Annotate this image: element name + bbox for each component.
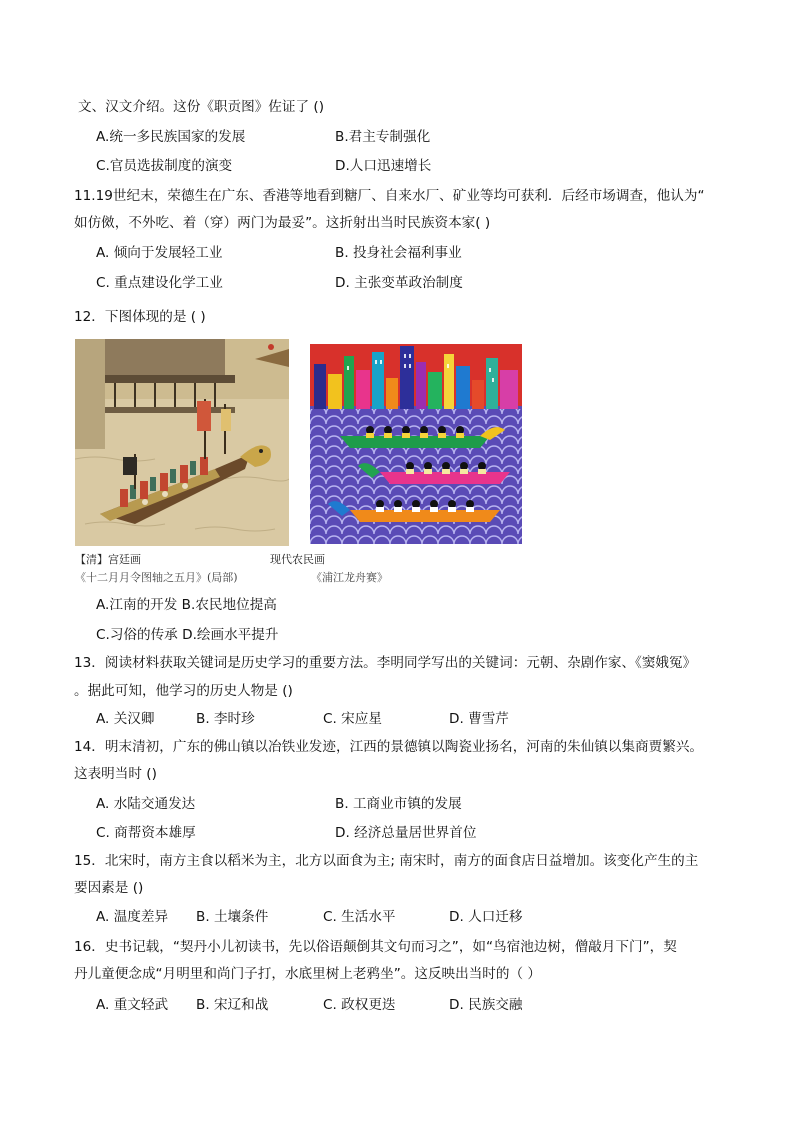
q16-option-c[interactable]: C. 政权更迭 — [323, 997, 396, 1013]
q13-option-d[interactable]: D. 曹雪芹 — [449, 711, 509, 727]
left-caption-line2: 《十二月月令图轴之五月》(局部) — [75, 571, 238, 584]
q13-option-c[interactable]: C. 宋应星 — [323, 711, 382, 727]
q15-stem-line2: 要因素是 () — [74, 880, 144, 896]
q11-option-b[interactable]: B. 投身社会福利事业 — [335, 245, 462, 261]
q12-options-cd[interactable]: C.习俗的传承 D.绘画水平提升 — [96, 627, 279, 643]
q11-stem-line2: 如仿傚，不外吃、着（穿）两门为最妥”。这折射出当时民族资本家( ) — [74, 215, 491, 231]
q14-option-d[interactable]: D. 经济总量居世界首位 — [335, 825, 477, 841]
q11-stem-line1: 11.19世纪末，荣德生在广东、香港等地看到糖厂、自来水厂、矿业等均可获利．后经市场调查，他认为“ — [74, 188, 705, 204]
q10-option-a[interactable]: A.统一多民族国家的发展 — [96, 129, 246, 145]
q15-stem-line1: 15．北宋时，南方主食以稻米为主，北方以面食为主; 南宋时，南方的面食店日益增加。该变化产生的主 — [74, 853, 699, 869]
right-caption-line2: 《浦江龙舟赛》 — [311, 571, 388, 584]
q13-stem-line2: 。据此可知，他学习的历史人物是 () — [74, 683, 293, 699]
left-caption-line1: 【清】宫廷画 — [75, 553, 141, 566]
q10-option-d[interactable]: D.人口迅速增长 — [335, 158, 432, 174]
q14-option-b[interactable]: B. 工商业市镇的发展 — [335, 796, 462, 812]
q11-option-a[interactable]: A. 倾向于发展轻工业 — [96, 245, 223, 261]
q15-option-c[interactable]: C. 生活水平 — [323, 909, 396, 925]
q11-option-c[interactable]: C. 重点建设化学工业 — [96, 275, 223, 291]
q10-option-c[interactable]: C.官员选拔制度的演变 — [96, 158, 233, 174]
q12-options-ab[interactable]: A.江南的开发 B.农民地位提高 — [96, 597, 277, 613]
q12-stem: 12．下图体现的是 ( ) — [74, 309, 206, 325]
q16-option-a[interactable]: A. 重文轻武 — [96, 997, 169, 1013]
q14-stem-line2: 这表明当时 () — [74, 766, 157, 782]
q15-option-a[interactable]: A. 温度差异 — [96, 909, 169, 925]
qing-court-painting — [75, 339, 289, 546]
q10-option-b[interactable]: B.君主专制强化 — [335, 129, 431, 145]
q11-option-d[interactable]: D. 主张变革政治制度 — [335, 275, 463, 291]
pujiang-dragon-boat-painting — [310, 344, 522, 544]
q15-option-b[interactable]: B. 土壤条件 — [196, 909, 269, 925]
q13-option-a[interactable]: A. 关汉卿 — [96, 711, 155, 727]
q14-option-c[interactable]: C. 商帮资本雄厚 — [96, 825, 196, 841]
q16-option-b[interactable]: B. 宋辽和战 — [196, 997, 269, 1013]
q13-stem-line1: 13．阅读材料获取关键词是历史学习的重要方法。李明同学写出的关键词：元朝、杂剧作家、《窦娥冤》 — [74, 655, 697, 671]
q13-option-b[interactable]: B. 李时珍 — [196, 711, 255, 727]
q16-option-d[interactable]: D. 民族交融 — [449, 997, 523, 1013]
q14-stem-line1: 14．明末清初，广东的佛山镇以冶铁业发迹，江西的景德镇以陶瓷业扬名，河南的朱仙镇以集商贾繁兴。 — [74, 739, 704, 755]
q14-option-a[interactable]: A. 水陆交通发达 — [96, 796, 196, 812]
q15-option-d[interactable]: D. 人口迁移 — [449, 909, 523, 925]
right-caption-line1: 现代农民画 — [270, 553, 325, 566]
q10-stem-continuation: 文、汉文介绍。这份《职贡图》佐证了 () — [78, 99, 325, 115]
q16-stem-line1: 16．史书记载，“契丹小儿初读书，先以俗语颠倒其文句而习之”，如“鸟宿池边树，僧敲月下门”，契 — [74, 939, 677, 955]
q16-stem-line2: 丹儿童便念成“月明里和尚门子打，水底里树上老鸦坐”。这反映出当时的（ ） — [74, 966, 541, 982]
